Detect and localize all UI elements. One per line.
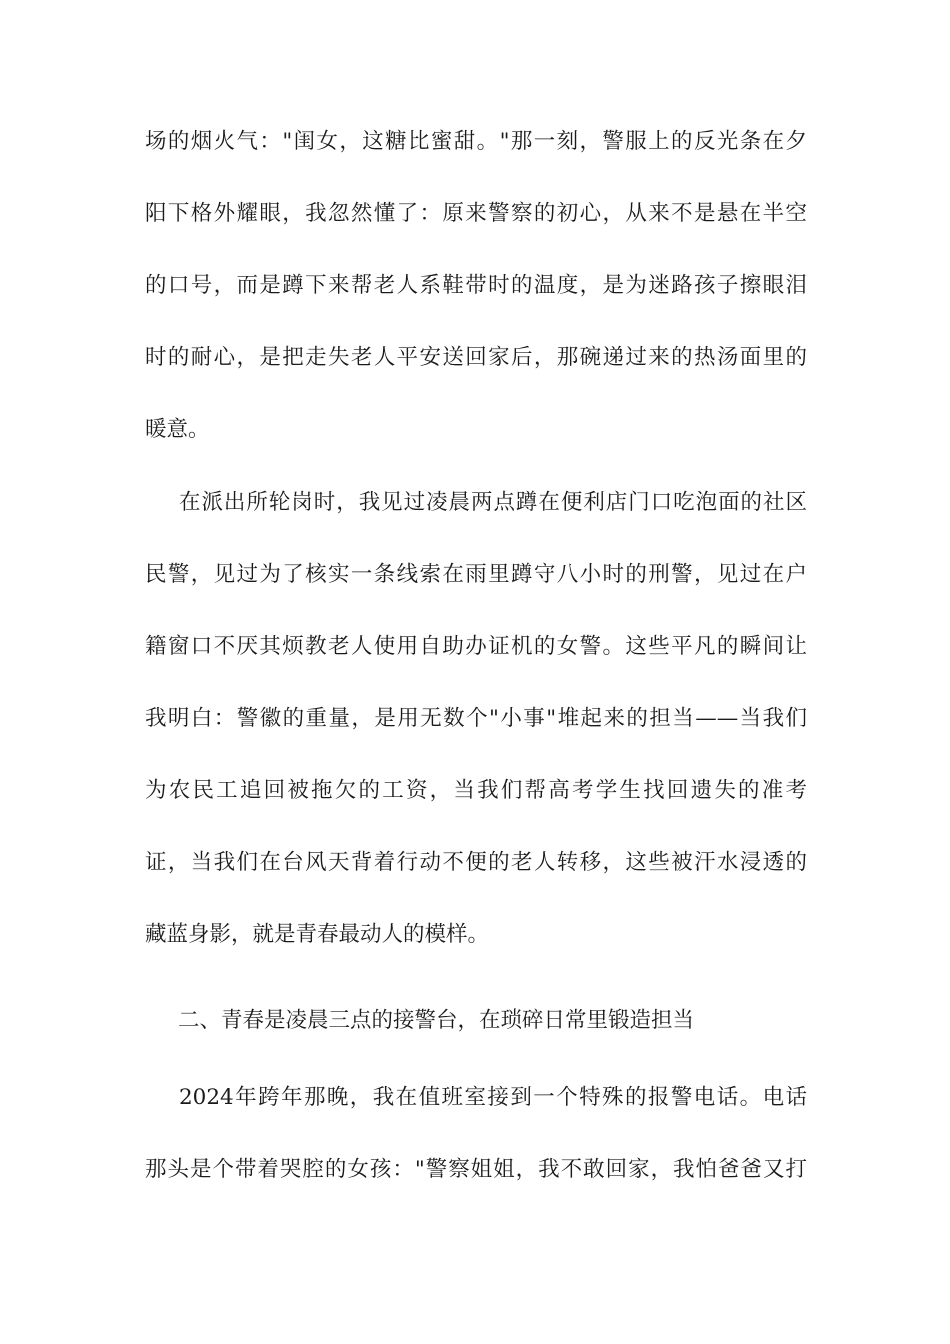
paragraph-line: 那头是个带着哭腔的女孩："警察姐姐，我不敢回家，我怕爸爸又打: [145, 1157, 807, 1182]
paragraph-1: [145, 106, 807, 466]
paragraph-line: 证，当我们在台风天背着行动不便的老人转移，这些被汗水浸透的: [145, 850, 807, 875]
paragraph-line: 我明白：警徽的重量，是用无数个"小事"堆起来的担当——当我们: [145, 706, 807, 731]
paragraph-2: [145, 467, 807, 971]
paragraph-line: 藏蓝身影，就是青春最动人的模样。: [145, 922, 490, 947]
paragraph-line: 暖意。: [145, 417, 210, 442]
paragraph-line: 为农民工追回被拖欠的工资，当我们帮高考学生找回遗失的准考: [145, 778, 807, 803]
paragraph-line: 场的烟火气："闺女，这糖比蜜甜。"那一刻，警服上的反光条在夕: [145, 129, 807, 154]
paragraph-line: 时的耐心，是把走失老人平安送回家后，那碗递过来的热汤面里的: [145, 345, 807, 370]
paragraph-line: 籍窗口不厌其烦教老人使用自助办证机的女警。这些平凡的瞬间让: [145, 634, 807, 659]
paragraph-line: 在派出所轮岗时，我见过凌晨两点蹲在便利店门口吃泡面的社区: [179, 490, 807, 515]
paragraph-line: 阳下格外耀眼，我忽然懂了：原来警察的初心，从来不是悬在半空: [145, 201, 807, 226]
paragraph-3: [145, 1062, 807, 1206]
section-heading: 二、青春是凌晨三点的接警台，在琐碎日常里锻造担当: [178, 1008, 695, 1033]
paragraph-line: 的口号，而是蹲下来帮老人系鞋带时的温度，是为迷路孩子擦眼泪: [145, 273, 807, 298]
paragraph-line: 民警，见过为了核实一条线索在雨里蹲守八小时的刑警，见过在户: [145, 562, 807, 587]
paragraph-line: 2024年跨年那晚，我在值班室接到一个特殊的报警电话。电话: [179, 1085, 807, 1110]
